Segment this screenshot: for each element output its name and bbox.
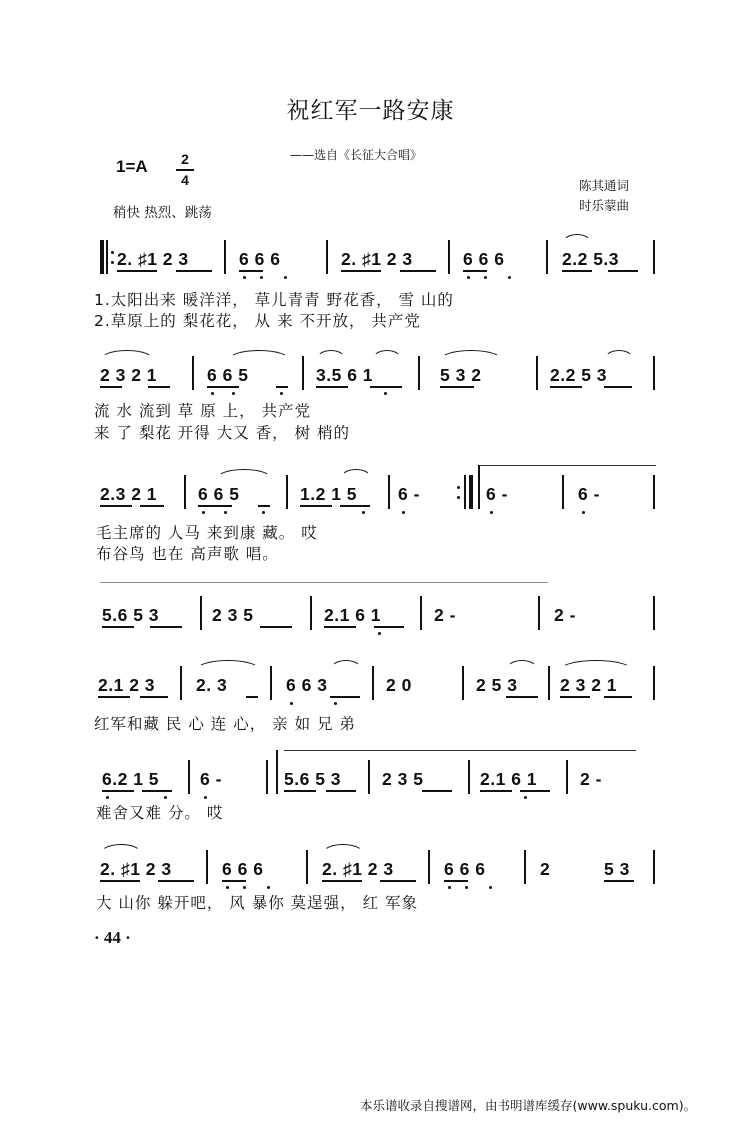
low-dot [384, 392, 387, 395]
barline [653, 240, 655, 274]
measure-notes: 6 6 5 [198, 484, 240, 504]
barline [653, 475, 655, 509]
measure-notes: 2.2 5 3 [550, 365, 608, 385]
measure-notes: 5 3 [604, 859, 630, 879]
barline [106, 240, 108, 274]
underline [604, 386, 632, 388]
underline [117, 270, 157, 272]
slur [506, 660, 538, 670]
low-dot [243, 886, 246, 889]
measure-notes: 6 6 6 [239, 249, 281, 269]
slur [100, 844, 142, 854]
key-signature: 1=A [116, 157, 148, 176]
low-dot [202, 511, 205, 514]
measure-notes: 2 5 3 [476, 675, 518, 695]
slur [216, 469, 272, 479]
measure-notes: 5 3 2 [440, 365, 482, 385]
measure-notes: 6.2 1 5 [102, 769, 160, 789]
slur [440, 350, 502, 360]
barline [200, 596, 202, 630]
barline [524, 850, 526, 884]
underline [150, 626, 182, 628]
underline [158, 880, 194, 882]
low-dot [267, 886, 270, 889]
barline [306, 850, 308, 884]
subtitle: ——选自《长征大合唱》 [290, 148, 423, 162]
underline [444, 880, 468, 882]
slur [196, 660, 260, 670]
lyric-verse-1: 毛主席的 人马 来到康 藏。 哎 [96, 524, 318, 542]
underline [222, 880, 246, 882]
slur [604, 350, 634, 360]
measure-notes: 2. ♯1 2 3 [117, 249, 189, 269]
underline [370, 386, 402, 388]
barline [653, 356, 655, 390]
measure-notes: 2. ♯1 2 3 [341, 249, 413, 269]
underline [380, 880, 416, 882]
underline [100, 505, 132, 507]
barline [188, 760, 190, 794]
barline [180, 666, 182, 700]
lyric-verse-1: 1.太阳出来 暖洋洋， 草儿青青 野花香， 雪 山的 [94, 291, 454, 309]
underline [140, 505, 164, 507]
measure-notes: 1.2 1 5 [300, 484, 358, 504]
underline [324, 626, 356, 628]
slur [100, 350, 154, 360]
measure-notes: 2 3 2 1 [100, 365, 158, 385]
barline [478, 465, 480, 509]
barline [270, 666, 272, 700]
barline [420, 596, 422, 630]
repeat-dot [111, 251, 114, 254]
underline [604, 880, 634, 882]
barline [206, 850, 208, 884]
underline [560, 696, 590, 698]
low-dot [524, 796, 527, 799]
barline [310, 596, 312, 630]
measure-notes: 2 3 5 [382, 769, 424, 789]
measure-notes: 3.5 6 1 [316, 365, 374, 385]
barline [536, 356, 538, 390]
measure-notes: 2.3 2 1 [100, 484, 158, 504]
divider [100, 582, 548, 583]
barline [546, 240, 548, 274]
measure-notes: 6 6 6 [222, 859, 264, 879]
underline [176, 270, 212, 272]
low-dot [232, 392, 235, 395]
slur [562, 234, 592, 244]
underline [316, 386, 348, 388]
low-dot [164, 796, 167, 799]
underline [480, 790, 512, 792]
underline [400, 270, 436, 272]
barline [653, 850, 655, 884]
measure-notes: 2 [540, 859, 551, 879]
low-dot [211, 392, 214, 395]
time-signature [174, 151, 196, 189]
barline [566, 760, 568, 794]
measure-notes: 6 - [398, 484, 420, 504]
measure-notes: 2 0 [386, 675, 412, 695]
low-dot [106, 796, 109, 799]
low-dot [262, 511, 265, 514]
underline [562, 270, 592, 272]
low-dot [484, 276, 487, 279]
measure-notes: 2. ♯1 2 3 [322, 859, 394, 879]
low-dot [465, 886, 468, 889]
low-dot [260, 276, 263, 279]
underline [322, 880, 362, 882]
barline [418, 356, 420, 390]
barline [468, 760, 470, 794]
lyricist: 陈其通词 [579, 178, 630, 193]
underline [102, 790, 134, 792]
underline [239, 270, 263, 272]
underline [102, 626, 134, 628]
repeat-end-thick [469, 475, 473, 509]
low-dot [243, 276, 246, 279]
measure-notes: 6 6 6 [444, 859, 486, 879]
meter-top: 2 [181, 151, 189, 167]
measure-notes: 5.6 5 3 [102, 605, 160, 625]
underline [506, 696, 538, 698]
low-dot [290, 702, 293, 705]
low-dot [280, 392, 283, 395]
low-dot [582, 511, 585, 514]
measure-notes: 2.1 6 1 [480, 769, 538, 789]
barline [653, 596, 655, 630]
barline [276, 750, 278, 794]
measure-notes: 2.1 6 1 [324, 605, 382, 625]
underline [422, 790, 452, 792]
underline [463, 270, 487, 272]
repeat-dot [457, 486, 460, 489]
measure-notes: 2. 3 [196, 675, 228, 695]
underline [100, 386, 122, 388]
slur [560, 660, 632, 670]
underline [330, 696, 360, 698]
measure-notes: 6 - [486, 484, 508, 504]
underline [284, 790, 316, 792]
lyric-verse-2: 来 了 梨花 开得 大又 香， 树 梢的 [94, 424, 350, 442]
measure-notes: 6 - [578, 484, 600, 504]
underline [300, 505, 332, 507]
underline [207, 386, 239, 388]
measure-notes: 2 3 2 1 [560, 675, 618, 695]
barline [192, 356, 194, 390]
low-dot [489, 886, 492, 889]
slur [372, 350, 402, 360]
measure-notes: 6 6 6 [463, 249, 505, 269]
barline [372, 666, 374, 700]
low-dot [362, 511, 365, 514]
underline [198, 505, 232, 507]
lyric-verse-1: 红军和藏 民 心 连 心， 亲 如 兄 弟 [94, 715, 356, 733]
low-dot [224, 511, 227, 514]
low-dot [448, 886, 451, 889]
underline [520, 790, 550, 792]
barline [548, 666, 550, 700]
barline [462, 666, 464, 700]
underline [100, 880, 140, 882]
page-title: 祝红军一路安康 [286, 98, 455, 124]
underline [98, 696, 130, 698]
measure-notes: 2 - [554, 605, 576, 625]
footer-note: 本乐谱收录自搜谱网，由书明谱库缓存(www.spuku.com)。 [360, 1098, 697, 1113]
volta-bracket [284, 750, 636, 751]
barline [368, 760, 370, 794]
measure-notes: 2 - [434, 605, 456, 625]
low-dot [402, 511, 405, 514]
low-dot [334, 702, 337, 705]
lyric-verse-2: 2.草原上的 梨花花， 从 来 不开放， 共产党 [94, 312, 421, 330]
measure-notes: 6 6 5 [207, 365, 249, 385]
barline [302, 356, 304, 390]
slur [340, 469, 372, 479]
underline [550, 386, 582, 388]
barline [464, 475, 466, 509]
underline [374, 626, 404, 628]
underline [340, 505, 370, 507]
lyric-verse-1: 流 水 流到 草 原 上， 共产党 [94, 402, 312, 420]
measure-notes: 6 6 3 [286, 675, 328, 695]
slur [322, 844, 364, 854]
barline [326, 240, 328, 274]
underline [142, 790, 172, 792]
low-dot [204, 796, 207, 799]
composer: 时乐蒙曲 [579, 198, 630, 213]
underline [140, 696, 168, 698]
barline [653, 666, 655, 700]
meter-bar [176, 169, 194, 171]
lyric-verse-2: 布谷鸟 也在 高声歌 唱。 [96, 545, 279, 563]
measure-notes: 5.6 5 3 [284, 769, 342, 789]
barline [428, 850, 430, 884]
repeat-dot [111, 261, 114, 264]
volta-bracket [478, 465, 656, 466]
low-dot [284, 276, 287, 279]
measure-notes: 6 - [200, 769, 222, 789]
barline [388, 475, 390, 509]
repeat-dot [457, 496, 460, 499]
low-dot [467, 276, 470, 279]
low-dot [226, 886, 229, 889]
barline [224, 240, 226, 274]
low-dot [378, 632, 381, 635]
lyric-verse-1: 难舍又难 分。 哎 [96, 804, 224, 822]
low-dot [490, 511, 493, 514]
barline [562, 475, 564, 509]
barline [286, 475, 288, 509]
barline [538, 596, 540, 630]
underline [260, 626, 292, 628]
barline [266, 760, 268, 794]
measure-notes: 2. ♯1 2 3 [100, 859, 172, 879]
underline [326, 790, 356, 792]
slur [316, 350, 346, 360]
measure-notes: 2 - [580, 769, 602, 789]
underline [604, 696, 632, 698]
measure-notes: 2.2 5.3 [562, 249, 620, 269]
slur [228, 350, 290, 360]
barline [448, 240, 450, 274]
measure-notes: 2 3 5 [212, 605, 254, 625]
underline [341, 270, 381, 272]
slur [330, 660, 362, 670]
tempo-marking: 稍快 热烈、跳荡 [113, 205, 212, 221]
meter-bottom: 4 [181, 171, 189, 188]
underline [276, 386, 288, 388]
lyric-verse-1: 大 山你 躲开吧， 风 暴你 莫逞强， 红 军象 [96, 894, 418, 912]
underline [608, 270, 638, 272]
low-dot [508, 276, 511, 279]
barline [184, 475, 186, 509]
repeat-start-thick [100, 240, 104, 274]
underline [440, 386, 474, 388]
page-number: · 44 · [94, 928, 131, 947]
underline [246, 696, 258, 698]
measure-notes: 2.1 2 3 [98, 675, 156, 695]
underline [258, 505, 270, 507]
underline [148, 386, 170, 388]
